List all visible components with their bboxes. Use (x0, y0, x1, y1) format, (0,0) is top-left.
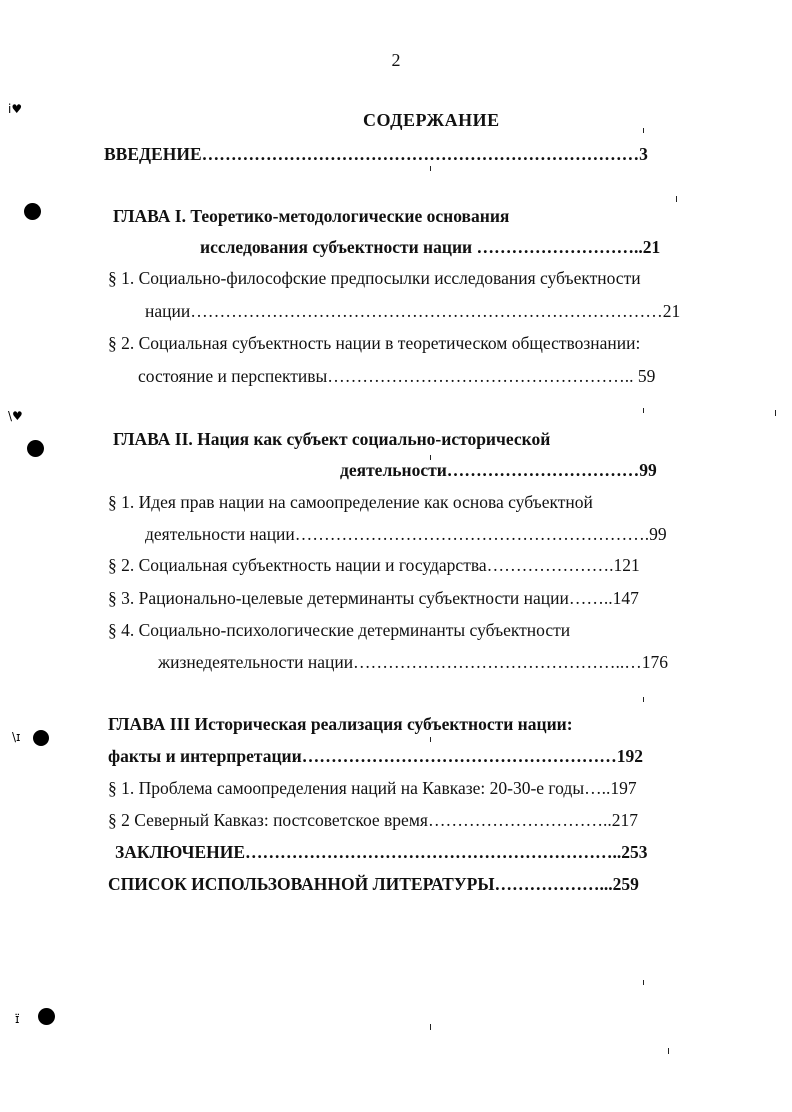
scan-speck (668, 1048, 669, 1054)
scan-speck (430, 455, 431, 460)
scan-speck (430, 1024, 431, 1030)
toc-ch1-section-1-cont: нации………………………………………………………………………21 (145, 301, 681, 321)
scan-speck (643, 697, 644, 702)
toc-chapter-2-title: ГЛАВА II. Нация как субъект социально-исторической (113, 429, 551, 449)
scan-speck (430, 166, 431, 171)
toc-bibliography: СПИСОК ИСПОЛЬЗОВАННОЙ ЛИТЕРАТУРЫ………………...259 (108, 874, 639, 894)
toc-ch1-section-1: § 1. Социально-философские предпосылки исследования субъектности (108, 268, 641, 288)
toc-chapter-2-title-cont: деятельности……………………………99 (340, 460, 657, 480)
toc-ch1-section-2-cont: состояние и перспективы…………………………………………….. 59 (138, 366, 656, 386)
toc-chapter-1-title: ГЛАВА I. Теоретико-методологические основания (113, 206, 510, 226)
scan-speck (676, 196, 677, 202)
toc-ch2-section-1-cont: деятельности нации…………………………………………………….99 (145, 524, 667, 544)
punch-hole-dot (24, 203, 41, 220)
toc-ch3-section-2: § 2 Северный Кавказ: постсоветское время…………………………..217 (108, 810, 638, 830)
toc-ch1-section-2: § 2. Социальная субъектность нации в теоретическом обществознании: (108, 333, 641, 353)
toc-ch2-section-4-cont: жизнедеятельности нации………………………………………..…176 (158, 652, 669, 672)
margin-mark: \ɪ (12, 730, 21, 744)
scan-speck (643, 408, 644, 413)
toc-ch2-section-2: § 2. Социальная субъектность нации и государства………………….121 (108, 555, 640, 575)
toc-ch3-section-1: § 1. Проблема самоопределения наций на Кавказе: 20-30-е годы…..197 (108, 778, 637, 798)
scan-speck (775, 410, 776, 416)
scan-speck (643, 128, 644, 133)
punch-hole-dot (33, 730, 49, 746)
punch-hole-dot (38, 1008, 55, 1025)
toc-chapter-3-title-cont: факты и интерпретации………………………………………………192 (108, 746, 643, 766)
punch-hole-dot (27, 440, 44, 457)
toc-ch2-section-4: § 4. Социально-психологические детерминанты субъектности (108, 620, 571, 640)
toc-ch2-section-3: § 3. Рационально-целевые детерминанты субъектности нации……..147 (108, 588, 639, 608)
scan-speck (430, 737, 431, 742)
toc-ch2-section-1: § 1. Идея прав нации на самоопределение как основа субъектной (108, 492, 593, 512)
margin-mark: ɪ̈ (15, 1012, 20, 1026)
margin-mark: \♥ (8, 409, 23, 423)
toc-conclusion: ЗАКЛЮЧЕНИЕ………………………………………………………..253 (115, 842, 648, 862)
toc-intro: ВВЕДЕНИЕ…………………………………………………………………3 (104, 144, 648, 164)
page-title: СОДЕРЖАНИЕ (363, 110, 500, 130)
scan-speck (643, 980, 644, 985)
page-number: 2 (391, 50, 401, 70)
toc-chapter-1-title-cont: исследования субъектности нации ………………………..21 (200, 237, 661, 257)
toc-chapter-3-title: ГЛАВА III Историческая реализация субъектности нации: (108, 714, 573, 734)
margin-mark: i♥ (8, 102, 23, 116)
